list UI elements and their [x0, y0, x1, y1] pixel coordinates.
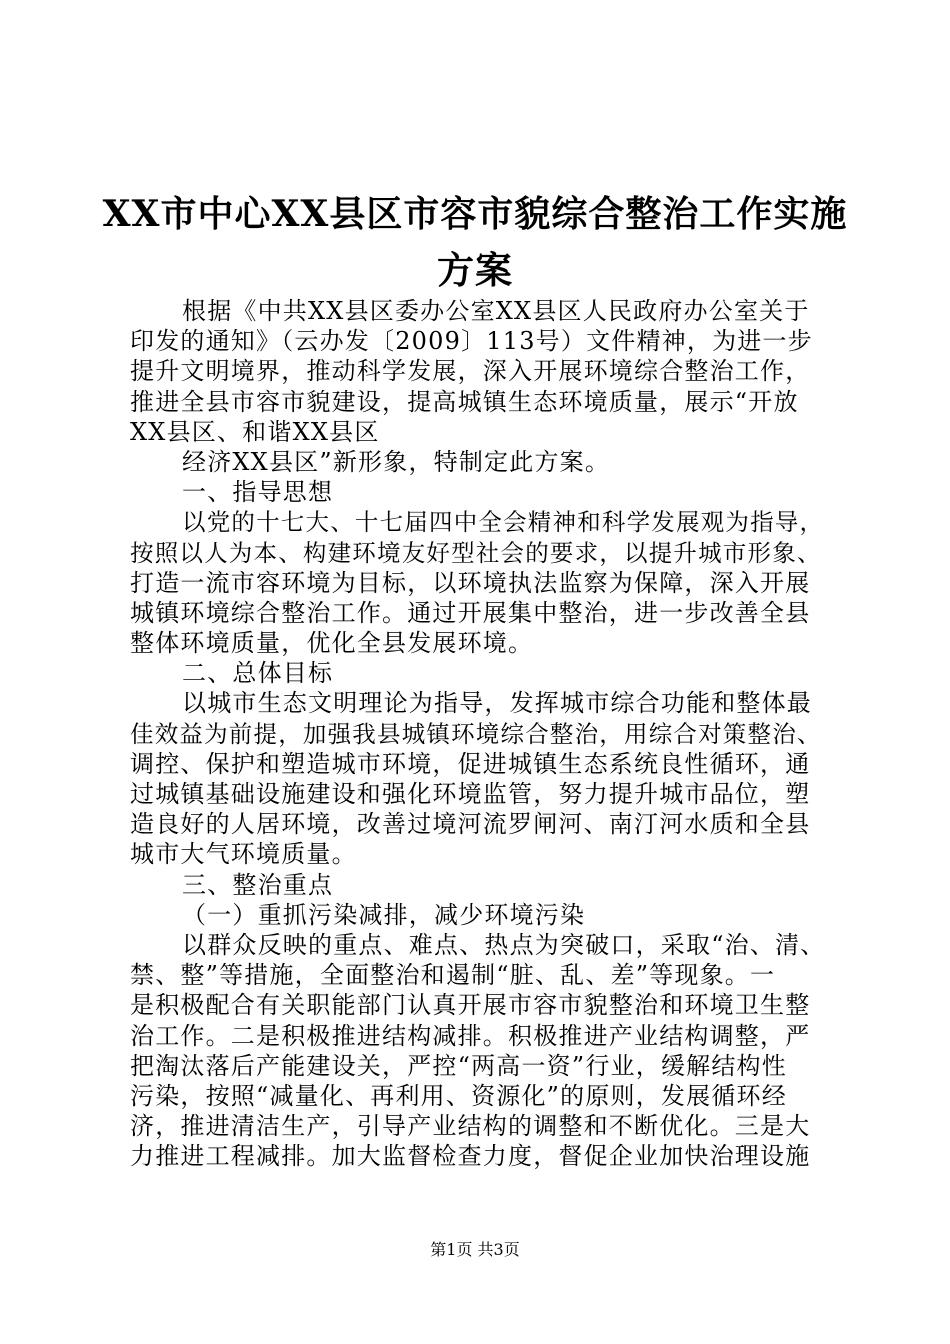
paragraph-line: 把淘汰落后产能建设关，严控“两高一资”行业，缓解结构性 — [130, 1051, 787, 1080]
paragraph-line: 三、整治重点 — [182, 870, 334, 899]
paragraph-line: 一、指导思想 — [182, 478, 334, 507]
paragraph-line: 以群众反映的重点、难点、热点为突破口，采取“治、清、 — [182, 930, 826, 959]
paragraph-line: 力推进工程减排。加大监督检查力度，督促企业加快治理设施 — [130, 1142, 811, 1171]
paragraph-line: XX县区、和谐XX县区 — [130, 417, 380, 446]
paragraph-line: 城市大气环境质量。 — [130, 840, 357, 869]
document-title-line2: 方案 — [437, 248, 513, 292]
paragraph-line: 过城镇基础设施建设和强化环境监管，努力提升城市品位，塑 — [130, 780, 811, 808]
paragraph-line: 是积极配合有关职能部门认真开展市容市貌整治和环境卫生整 — [130, 991, 811, 1020]
paragraph-line: 印发的通知》（云办发〔2009〕113号）文件精神，为进一步 — [130, 327, 813, 356]
paragraph-line: 禁、整”等措施，全面整治和遏制“脏、乱、差”等现象。一 — [130, 961, 776, 990]
page-footer: 第1页 共3页 — [430, 1240, 520, 1259]
paragraph-line: 污染，按照“减量化、再利用、资源化”的原则，发展循环经 — [130, 1081, 787, 1110]
document-title-line1: XX市中心XX县区市容市貌综合整治工作实施 — [102, 193, 848, 235]
paragraph-line: 推进全县市容市貌建设，提高城镇生态环境质量，展示“开放 — [130, 387, 799, 416]
paragraph-line: 调控、保护和塑造城市环境，促进城镇生态系统良性循环，通 — [130, 749, 811, 778]
paragraph-line: 打造一流市容环境为目标，以环境执法监察为保障，深入开展 — [130, 568, 811, 597]
paragraph-line: 以党的十七大、十七届四中全会精神和科学发展观为指导， — [182, 508, 825, 537]
paragraph-line: 造良好的人居环境，改善过境河流罗闸河、南汀河水质和全县 — [130, 810, 811, 839]
document-body — [130, 296, 835, 1171]
paragraph-line: 城镇环境综合整治工作。通过开展集中整治，进一步改善全县 — [130, 598, 811, 627]
paragraph-line: 提升文明境界，推动科学发展，深入开展环境综合整治工作， — [130, 357, 811, 386]
paragraph-line: 整体环境质量，优化全县发展环境。 — [130, 629, 534, 658]
paragraph-line: 佳效益为前提，加强我县城镇环境综合整治，用综合对策整治、 — [130, 719, 822, 748]
paragraph-line: 以城市生态文明理论为指导，发挥城市综合功能和整体最 — [182, 689, 812, 718]
paragraph-line: （一）重抓污染减排，减少环境污染 — [182, 900, 586, 929]
paragraph-line: 济，推进清洁生产，引导产业结构的调整和不断优化。三是大 — [130, 1112, 811, 1141]
paragraph-line: 根据《中共XX县区委办公室XX县区人民政府办公室关于 — [182, 297, 810, 325]
paragraph-line: 按照以人为本、构建环境友好型社会的要求，以提升城市形象、 — [130, 538, 822, 567]
paragraph-line: 二、总体目标 — [182, 659, 334, 688]
paragraph-line: 经济XX县区”新形象，特制定此方案。 — [182, 447, 611, 476]
paragraph-line: 治工作。二是积极推进结构减排。积极推进产业结构调整，严 — [130, 1021, 811, 1050]
